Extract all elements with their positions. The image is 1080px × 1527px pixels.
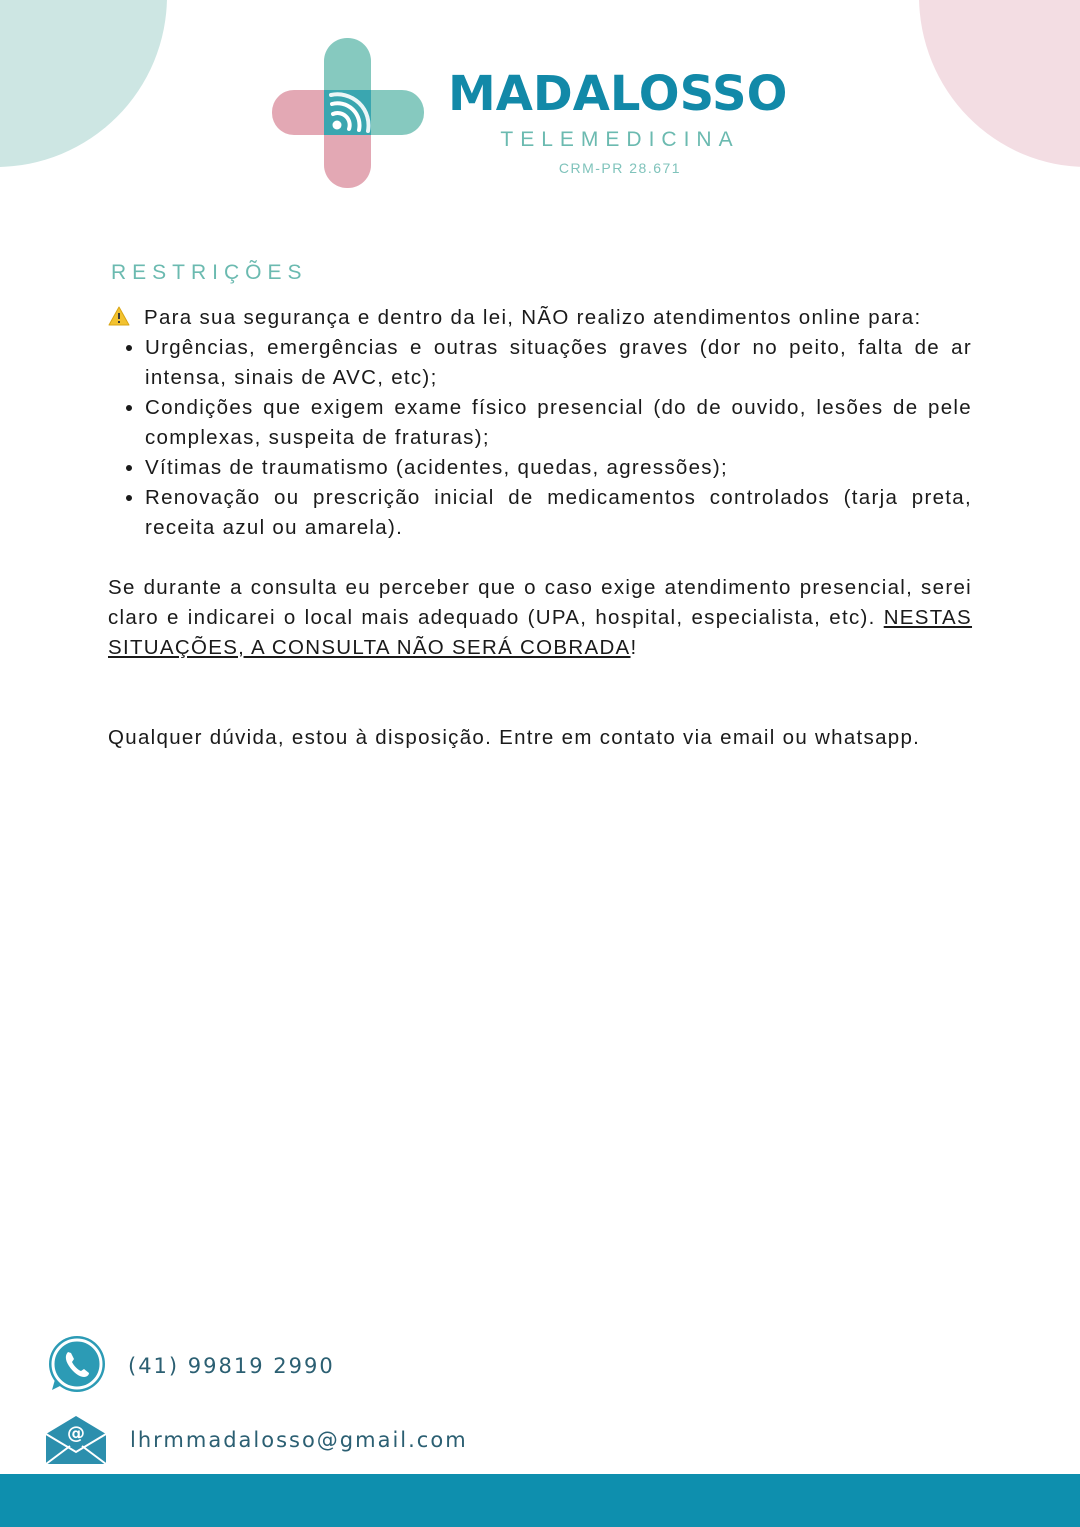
registration-number: CRM-PR 28.671: [558, 160, 682, 176]
email-contact: [44, 1414, 468, 1466]
intro-text: Para sua segurança e dentro da lei, NÃO realizo atendimentos online para:: [144, 306, 922, 329]
footer-bar: [0, 1474, 1080, 1527]
brand-subtitle: TELEMEDICINA: [500, 128, 740, 151]
list-item: • Urgências, emergências e outras situações graves (dor no peito, falta de ar intensa, sinais de AVC, etc);: [145, 333, 972, 393]
referral-paragraph: [108, 573, 972, 663]
list-item: • Vítimas de traumatismo (acidentes, quedas, agressões);: [145, 453, 972, 483]
no-charge-notice: NESTAS SITUAÇÕES, A CONSULTA NÃO SERÁ COBRADA: [108, 606, 973, 659]
brand-name: MADALOSSO: [448, 66, 788, 122]
restrictions-content: [108, 303, 972, 753]
restrictions-intro: [108, 303, 972, 333]
email-icon[interactable]: [44, 1414, 108, 1466]
list-item: • Renovação ou prescrição inicial de medicamentos controlados (tarja preta, receita azul ou amarela).: [145, 483, 972, 543]
referral-end: !: [630, 636, 638, 659]
phone-number[interactable]: (41) 99819 2990: [128, 1354, 335, 1378]
svg-text:@: @: [67, 1423, 85, 1444]
email-address[interactable]: lhrmmadalosso@gmail.com: [130, 1428, 468, 1452]
list-item: • Condições que exigem exame físico presencial (do de ouvido, lesões de pele complexas, suspeita de fraturas);: [145, 393, 972, 453]
decorative-circle-left: [0, 0, 167, 167]
restrictions-list: [108, 333, 972, 543]
warning-icon: [108, 306, 130, 326]
decorative-circle-right: [919, 0, 1080, 167]
section-title: RESTRIÇÕES: [111, 261, 308, 284]
closing-paragraph: Qualquer dúvida, estou à disposição. Entre em contato via email ou whatsapp.: [108, 726, 921, 749]
whatsapp-icon[interactable]: [44, 1336, 108, 1396]
referral-text: Se durante a consulta eu perceber que o caso exige atendimento presencial, serei claro e indicarei o local mais adequado (UPA, hospital, especialista, etc).: [108, 576, 972, 629]
phone-contact: [44, 1336, 335, 1396]
medical-cross-logo-icon: [272, 38, 424, 188]
